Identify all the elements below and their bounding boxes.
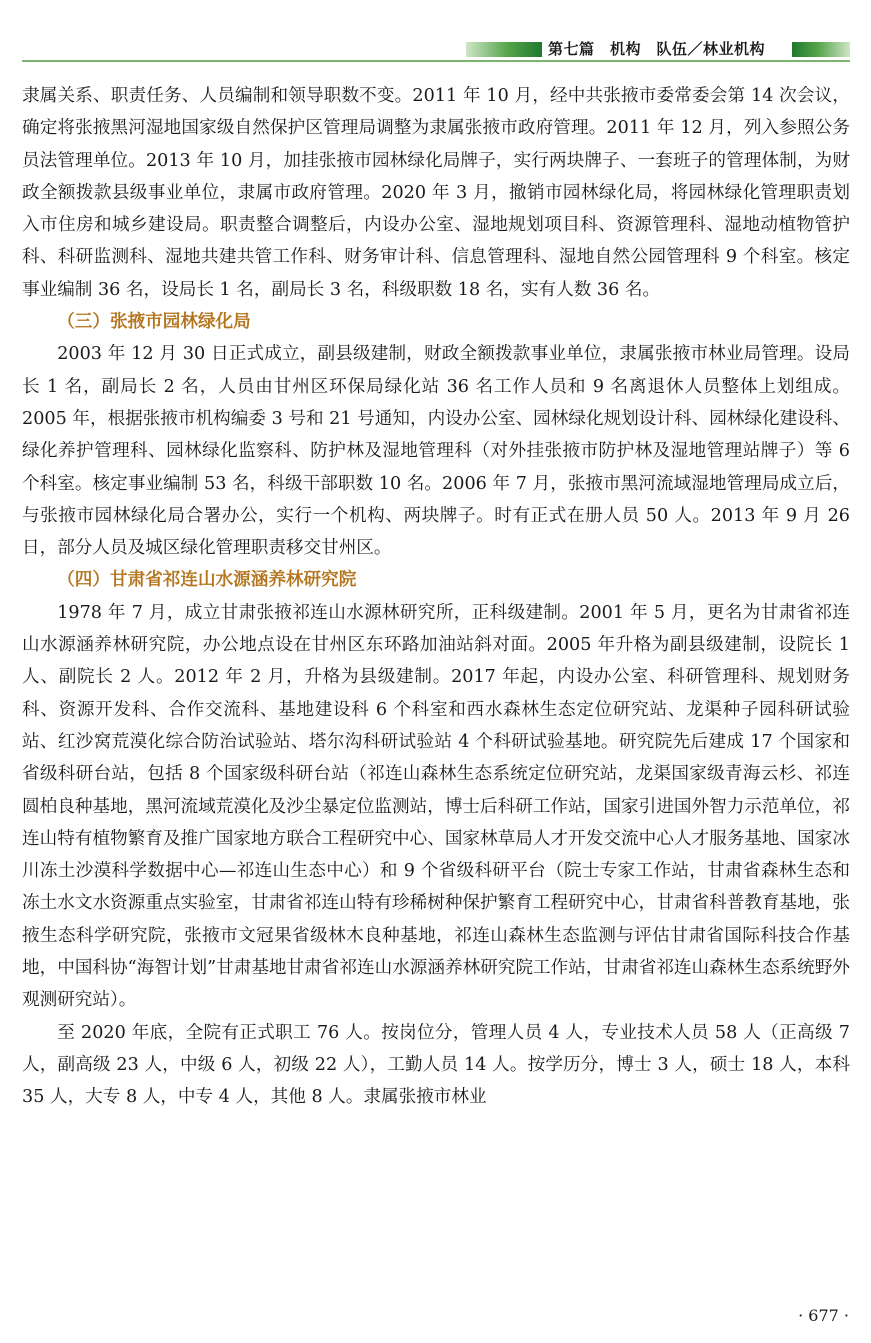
paragraph-garden-bureau: 2003 年 12 月 30 日正式成立，副县级建制，财政全额拨款事业单位，隶属张掖市林业局管理。设局长 1 名，副局长 2 名，人员由甘州区环保局绿化站 36 名工作人员和 9 名离退休人员整体上划组成。2005 年，根据张掖市机构编委 3 号和 21 号通知，内设办公室、园林绿化规划设计科、园林绿化建设科、绿化养护管理科、园林绿化监察科、防护林及湿地管理科（对外挂张掖市防护林及湿地管理站牌子）等 6 个科室。核定事业编制 53 名，科级干部职数 10 名。2006 年 7 月，张掖市黑河流域湿地管理局成立后，与张掖市园林绿化局合署办公，实行一个机构、两块牌子。时有正式在册人员 50 人。2013 年 9 月 26 日，部分人员及城区绿化管理职责移交甘州区。 bbox=[22, 344, 850, 559]
header-title: 第七篇 机构 队伍／林业机构 bbox=[548, 40, 766, 58]
body-text bbox=[22, 80, 850, 1114]
page-number: · 677 · bbox=[798, 1306, 849, 1325]
section-heading-3: （三）张掖市园林绿化局 bbox=[57, 312, 251, 333]
running-header bbox=[22, 40, 850, 58]
header-rule bbox=[22, 60, 850, 62]
section-heading-4: （四）甘肃省祁连山水源涵养林研究院 bbox=[57, 570, 357, 591]
header-decoration-bar-left bbox=[466, 42, 542, 57]
header-decoration-bar-right bbox=[792, 42, 850, 57]
paragraph-continuation: 隶属关系、职责任务、人员编制和领导职数不变。2011 年 10 月，经中共张掖市委常委会第 14 次会议，确定将张掖黑河湿地国家级自然保护区管理局调整为隶属张掖市政府管理。2011 年 12 月，列入参照公务员法管理单位。2013 年 10 月，加挂张掖市园林绿化局牌子，实行两块牌子、一套班子的管理体制，为财政全额拨款县级事业单位，隶属市政府管理。2020 年 3 月，撤销市园林绿化局，将园林绿化管理职责划入市住房和城乡建设局。职责整合调整后，内设办公室、湿地规划项目科、资源管理科、湿地动植物管护科、科研监测科、湿地共建共管工作科、财务审计科、信息管理科、湿地自然公园管理科 9 个科室。核定事业编制 36 名，设局长 1 名，副局长 3 名，科级职数 18 名，实有人数 36 名。 bbox=[22, 86, 850, 300]
paragraph-research-institute: 1978 年 7 月，成立甘肃张掖祁连山水源林研究所，正科级建制。2001 年 5 月，更名为甘肃省祁连山水源涵养林研究院，办公地点设在甘州区东环路加油站斜对面。2005 年升格为副县级建制，设院长 1 人、副院长 2 人。2012 年 2 月，升格为县级建制。2017 年起，内设办公室、科研管理科、规划财务科、资源开发科、合作交流科、基地建设科 6 个科室和西水森林生态定位研究站、龙渠种子园科研试验站、红沙窝荒漠化综合防治试验站、塔尔沟科研试验站 4 个科研试验基地。研究院先后建成 17 个国家和省级科研台站，包括 8 个国家级科研台站（祁连山森林生态系统定位研究站，龙渠国家级青海云杉、祁连圆柏良种基地，黑河流域荒漠化及沙尘暴定位监测站，博士后科研工作站，国家引进国外智力示范单位，祁连山特有植物繁育及推广国家地方联合工程研究中心、国家林草局人才开发交流中心人才服务基地、国家冰川冻土沙漠科学数据中心—祁连山生态中心）和 9 个省级科研平台（院士专家工作站，甘肃省森林生态和冻土水文水资源重点实验室，甘肃省祁连山特有珍稀树种保护繁育工程研究中心，甘肃省科普教育基地，张掖生态科学研究院，张掖市文冠果省级林木良种基地，祁连山森林生态监测与评估甘肃省国际科技合作基地，中国科协“海智计划”甘肃基地甘肃省祁连山水源涵养林研究院工作站，甘肃省祁连山森林生态系统野外观测研究站）。 bbox=[22, 602, 850, 1011]
paragraph-staff-statistics: 至 2020 年底，全院有正式职工 76 人。按岗位分，管理人员 4 人，专业技术人员 58 人（正高级 7 人，副高级 23 人，中级 6 人，初级 22 人），工勤人员 14 人。按学历分，博士 3 人，硕士 18 人，本科 35 人，大专 8 人，中专 4 人，其他 8 人。隶属张掖市林业 bbox=[22, 1022, 850, 1108]
